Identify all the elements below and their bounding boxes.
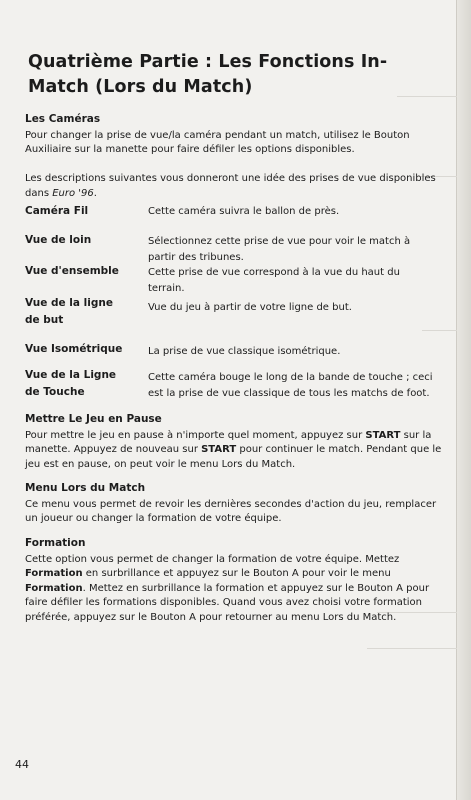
page-title: Quatrième Partie : Les Fonctions In-Match (Lors du Match) xyxy=(28,52,388,97)
page-edge xyxy=(456,0,471,800)
start-key-2: START xyxy=(201,444,237,455)
term-vue-ensemble: Vue d'ensemble xyxy=(25,265,119,277)
def-vue-ensemble: Cette prise de vue correspond à la vue du haut du terrain. xyxy=(148,267,400,294)
menu-section xyxy=(25,481,445,527)
pause-text-2: sur la manette. Appuyez de nouveau sur xyxy=(25,429,432,455)
menu-text: Ce menu vous permet de revoir les dernières secondes d'action du jeu, remplacer un joueur ou changer la formation de votre équipe. xyxy=(25,498,437,524)
formation-bold-2: Formation xyxy=(25,582,83,594)
bleed-through-line xyxy=(367,648,457,649)
intro-text: Les descriptions suivantes vous donneront une idée des prises de vue disponibles dans xyxy=(25,173,436,199)
menu-heading: Menu Lors du Match xyxy=(25,482,146,494)
def-vue-de-loin: Sélectionnez cette prise de vue pour voir le match à partir des tribunes. xyxy=(148,236,411,263)
descriptions-intro xyxy=(25,172,445,201)
term-vue-isometrique: Vue Isométrique xyxy=(25,343,123,355)
start-key-1: START xyxy=(365,429,401,441)
formation-heading: Formation xyxy=(25,537,86,549)
formation-bold-1: Formation xyxy=(25,568,83,579)
term-vue-ligne-de-but: Vue de la ligne de but xyxy=(25,297,113,326)
def-vue-ligne-de-touche: Cette caméra bouge le long de la bande de touche ; ceci est la prise de vue classique de tous les matchs de foot. xyxy=(148,372,433,399)
cameras-section xyxy=(25,112,445,158)
term-camera-fil: Caméra Fil xyxy=(25,205,89,217)
def-vue-isometrique: La prise de vue classique isométrique. xyxy=(148,346,341,357)
game-title: Euro '96 xyxy=(52,187,94,199)
term-vue-ligne-de-touche: Vue de la Ligne de Touche xyxy=(25,369,117,398)
pause-text xyxy=(25,429,445,473)
def-camera-fil: Cette caméra suivra le ballon de près. xyxy=(148,206,340,217)
formation-section xyxy=(25,536,445,625)
pause-heading: Mettre Le Jeu en Pause xyxy=(25,413,162,425)
term-vue-de-loin: Vue de loin xyxy=(25,234,92,246)
pause-text-3: pour continuer le match. Pendant que le jeu est en pause, on peut voir le menu Lors du Match. xyxy=(25,444,442,470)
cameras-text: Pour changer la prise de vue/la caméra pendant un match, utilisez le Bouton Auxiliaire sur la manette pour faire défiler les options disponibles. xyxy=(25,129,410,155)
formation-text-2: en surbrillance et appuyez sur le Bouton A pour voir le menu xyxy=(82,568,391,579)
formation-text xyxy=(25,553,445,626)
formation-text-3: . Mettez en surbrillance la formation et appuyez sur le Bouton A pour faire défiler les formations disponibles. Quand vous avez choisi votre formation préférée, appuyez sur le Bouton A pour retourner au menu Lors du Match. xyxy=(25,582,430,623)
bleed-through-line xyxy=(422,330,457,331)
page-number: 44 xyxy=(15,758,29,771)
pause-section xyxy=(25,412,445,472)
formation-text-1: Cette option vous permet de changer la formation de votre équipe. Mettez xyxy=(25,553,400,565)
cameras-heading: Les Caméras xyxy=(25,113,101,125)
intro-period: . xyxy=(93,187,97,199)
pause-text-1: Pour mettre le jeu en pause à n'importe quel moment, appuyez sur xyxy=(25,429,366,441)
def-vue-ligne-de-but: Vue du jeu à partir de votre ligne de but. xyxy=(148,302,352,313)
